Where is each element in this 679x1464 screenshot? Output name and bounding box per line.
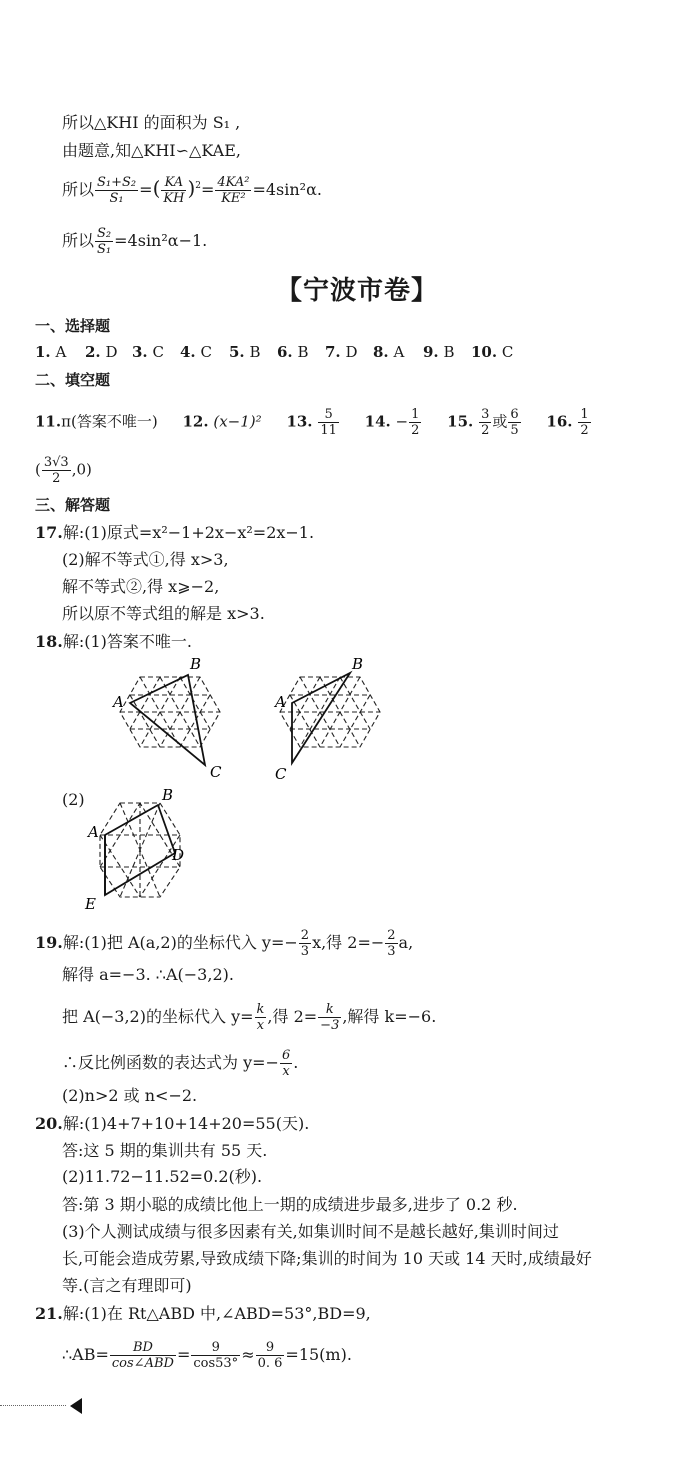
fraction: $\frac{k}{x}$ xyxy=(256,1002,265,1033)
triangle-figure-1 xyxy=(110,655,240,785)
answer-item: 3. C xyxy=(132,343,164,361)
label-e: E xyxy=(85,895,96,913)
formula-line xyxy=(62,226,207,257)
fill-answers-line: 11.π(答案不唯一) 12. (x−1)² 13. $\frac{5}{11}$ 14. − $\frac{1}{2}$ 15. $\frac{3}{2}$ 或 $\frac{6}{5}$ 16. $\frac{1}{2}$ xyxy=(35,407,589,438)
answer-item: 5. B xyxy=(229,343,261,361)
q17-line1: 17.解:(1)原式=x²−1+2x−x²=2x−1. xyxy=(35,523,315,542)
section-title: 【宁波市卷】 xyxy=(276,276,439,306)
fraction: $\frac{k}{-3}$ xyxy=(320,1002,340,1033)
q19-line5: (2)n>2 或 n<−2. xyxy=(62,1086,198,1105)
text-line: 由题意,知△KHI∽△KAE, xyxy=(62,141,241,160)
text: =4sin²α−1. xyxy=(114,231,208,250)
fraction: $\frac{\text{4KA²}}{\text{KE²}}$ xyxy=(217,175,250,206)
answer-item: 8. A xyxy=(373,343,405,361)
answer-item: 10. C xyxy=(471,343,514,361)
fraction: $\frac{2}{3}$ xyxy=(300,928,310,959)
triangle-figure-2 xyxy=(270,655,400,785)
fraction: $\frac{KA}{KH}$ xyxy=(163,175,185,206)
label-b: B xyxy=(162,786,174,804)
label-d: D xyxy=(172,846,185,864)
q19-line4: ∴反比例函数的表达式为 y=− $\frac{6}{x}$ . xyxy=(62,1048,299,1079)
part-heading: 三、解答题 xyxy=(35,496,111,514)
q20-line4: 答:第 3 期小聪的成绩比他上一期的成绩进步最多,进步了 0.2 秒. xyxy=(62,1195,518,1214)
footer-dotted-line xyxy=(0,1405,66,1406)
fraction: $\frac{\text{S₁+S₂}}{\text{S₁}}$ xyxy=(97,175,137,206)
text-line: 所以△KHI 的面积为 S₁ , xyxy=(62,113,241,132)
q21-line2: ∴AB= $\frac{BD}{\text{cos∠ABD}}$ = $\frac{9}{\cos 53^\circ}$ ≈ $\frac{9}{0. 6}$ =15(m). xyxy=(62,1340,352,1371)
fraction: $\frac{\text{S₂}}{\text{S₁}}$ xyxy=(97,226,112,257)
q17-line4: 所以原不等式组的解是 x>3. xyxy=(62,604,265,623)
q20-line2: 答:这 5 期的集训共有 55 天. xyxy=(62,1141,268,1160)
fraction: $\frac{5}{11}$ xyxy=(320,407,337,438)
fraction: $\frac{1}{2}$ xyxy=(411,407,420,438)
q20-line7: 等.(言之有理即可) xyxy=(62,1276,192,1295)
fraction: $\frac{3√3}{2}$ xyxy=(43,455,69,486)
formula-line: 所以 $\frac{\text{S₁+S₂}}{\text{S₁}}$ =( $\frac{KA}{KH}$ )$^2$= $\frac{\text{4KA²}}{\text{KE²}}$ =4sin²α. xyxy=(62,175,322,206)
fraction: $\frac{9}{0. 6}$ xyxy=(257,1340,283,1371)
text: 所以 xyxy=(62,231,95,250)
part-heading: 二、填空题 xyxy=(35,371,111,389)
label-b: B xyxy=(352,655,364,673)
fraction: $\frac{9}{\cos 53^\circ}$ xyxy=(193,1340,239,1371)
answer-item: 7. D xyxy=(325,343,358,361)
fraction: $\frac{1}{2}$ xyxy=(580,407,589,438)
fraction: $\frac{3}{2}$ xyxy=(481,407,490,438)
left-arrow-icon xyxy=(68,1397,84,1415)
fraction: $\frac{2}{3}$ xyxy=(387,928,396,959)
q20-line6: 长,可能会造成劳累,导致成绩下降;集训的时间为 10 天或 14 天时,成绩最好 xyxy=(62,1249,592,1268)
q19-line3: 把 A(−3,2)的坐标代入 y= $\frac{k}{x}$ ,得 2= $\frac{k}{-3}$ ,解得 k=−6. xyxy=(62,1002,437,1033)
q18-part2: (2) xyxy=(62,790,85,809)
fraction: $\frac{BD}{\text{cos∠ABD}}$ xyxy=(111,1340,174,1371)
label-a: A xyxy=(113,693,124,711)
label-c: C xyxy=(275,765,287,783)
q20-line1: 20.解:(1)4+7+10+14+20=55(天). xyxy=(35,1114,310,1133)
answer-item: 1. A xyxy=(35,343,67,361)
part-heading: 一、选择题 xyxy=(35,317,111,335)
fill-answer-point: ( $\frac{3√3}{2}$ ,0) xyxy=(35,455,92,486)
q20-line3: (2)11.72−11.52=0.2(秒). xyxy=(62,1167,263,1186)
q20-line5: (3)个人测试成绩与很多因素有关,如集训时间不是越长越好,集训时间过 xyxy=(62,1222,559,1241)
text: 所以 xyxy=(62,180,95,199)
q17-line3: 解不等式②,得 x⩾−2, xyxy=(62,577,220,596)
answer-item: 9. B xyxy=(423,343,455,361)
q17-line2: (2)解不等式①,得 x>3, xyxy=(62,550,229,569)
q21-line1: 21.解:(1)在 Rt△ABD 中,∠ABD=53°,BD=9, xyxy=(35,1304,371,1323)
q19-line2: 解得 a=−3. ∴A(−3,2). xyxy=(62,965,234,984)
q18-line1: 18.解:(1)答案不唯一. xyxy=(35,632,192,651)
label-a: A xyxy=(275,693,286,711)
label-a: A xyxy=(88,823,99,841)
q19-line1: 19.解:(1)把 A(a,2)的坐标代入 y=− $\frac{2}{3}$ x,得 2=− $\frac{2}{3}$ a, xyxy=(35,928,414,959)
triangle-figure-3 xyxy=(80,785,210,915)
answer-item: 2. D xyxy=(85,343,118,361)
label-c: C xyxy=(210,763,222,781)
fraction: $\frac{6}{5}$ xyxy=(510,407,519,438)
answer-item: 6. B xyxy=(277,343,309,361)
label-b: B xyxy=(190,655,202,673)
fraction: $\frac{6}{x}$ xyxy=(281,1048,291,1079)
text: =4sin²α. xyxy=(252,180,322,199)
answer-item: 4. C xyxy=(180,343,212,361)
